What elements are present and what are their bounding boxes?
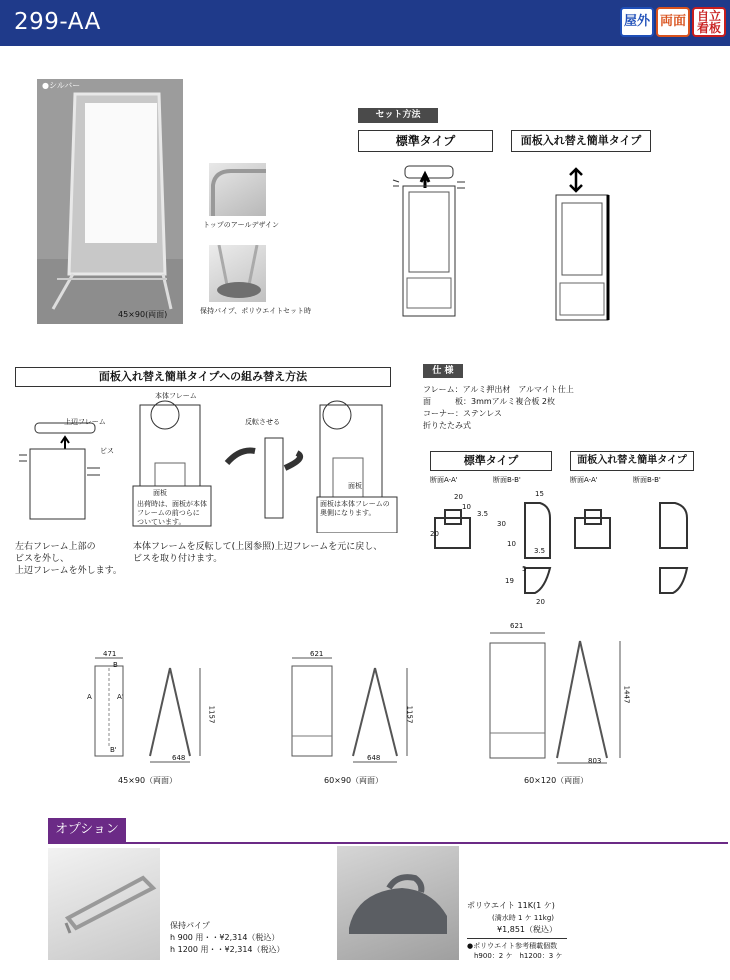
dim-b-slot: 10 xyxy=(507,540,516,548)
spec-line-frame: フレーム：アルミ押出材 アルマイト仕上 xyxy=(423,385,574,394)
convert-step1-text: 左右フレーム上部の ビスを外し、 上辺フレームを外します。 xyxy=(15,542,122,576)
dim-a-lip: 3.5 xyxy=(477,510,489,518)
weight-ref-title: ●ポリウエイト参考積載個数 xyxy=(467,942,558,950)
drawing-45x90-caption: 45×90（両面） xyxy=(118,776,178,785)
detail-photo-weight xyxy=(209,245,266,302)
pipe-price-1200: h 1200 用・・¥2,314（税込） xyxy=(170,945,285,954)
dim-b-width: 15 xyxy=(535,490,544,498)
label-top-frame: 上辺フレーム xyxy=(64,418,106,426)
setup-standard-diagram xyxy=(385,160,480,325)
weight-price: ¥1,851（税込） xyxy=(497,925,557,934)
mark-b-bottom: B' xyxy=(110,746,117,754)
dim-b-base: 20 xyxy=(536,598,545,606)
dim-a-height: 20 xyxy=(430,530,439,538)
setup-standard-header: 標準タイプ xyxy=(358,130,493,152)
dim-b-height: 30 xyxy=(497,520,506,528)
weight-name: ポリウエイト 11K(1 ケ) xyxy=(467,901,555,910)
product-code: 299-AA xyxy=(14,9,101,35)
mark-a-right: A' xyxy=(117,693,124,701)
pipe-photo xyxy=(48,848,160,960)
setup-tag: セット方法 xyxy=(358,108,438,123)
pipe-price-900: h 900 用・・¥2,314（税込） xyxy=(170,933,280,942)
note-back-side: 面板は本体フレームの 奥側になります。 xyxy=(320,500,390,517)
dim-b-foot: 19 xyxy=(505,577,514,585)
spec-line-corner: コーナー：ステンレス xyxy=(423,409,502,418)
badge-double-sided: 両面 xyxy=(656,7,690,37)
dim-60x90-width: 621 xyxy=(310,650,324,658)
badge-self-standing: 自立 看板 xyxy=(692,7,726,37)
detail-caption-weight: 保持パイプ、ポリウエイトセット時 xyxy=(200,307,312,315)
signboard-illustration xyxy=(37,79,183,324)
option-rule xyxy=(48,842,728,844)
setup-easy-diagram xyxy=(548,165,618,325)
label-panel-1: 面板 xyxy=(153,489,167,497)
drawing-60x90 xyxy=(285,648,420,768)
section-a-easy: 断面A-A' xyxy=(570,476,598,484)
mark-a-left: A xyxy=(87,693,92,701)
dim-a-inner: 10 xyxy=(462,503,471,511)
weight-ref-values: h900：2 ケ h1200：3 ケ xyxy=(474,952,563,960)
label-body-frame: 本体フレーム xyxy=(155,392,197,400)
header-rule xyxy=(0,44,730,46)
dim-45x90-height: 1157 xyxy=(207,705,216,724)
section-a-standard: 断面A-A' xyxy=(430,476,458,484)
spec-standard-header: 標準タイプ xyxy=(430,451,552,471)
note-shipping: 出荷時は、面板が本体 フレームの前つらに ついています。 xyxy=(137,500,207,526)
drawing-60x120-caption: 60×120（両面） xyxy=(524,776,589,785)
setup-easy-header: 面板入れ替え簡単タイプ xyxy=(511,130,651,152)
dim-45x90-depth: 648 xyxy=(172,754,186,762)
option-tag: オプション xyxy=(48,818,126,842)
color-tag: ●シルバー xyxy=(42,81,81,90)
drawing-60x120 xyxy=(485,623,635,771)
badge-outdoor: 屋外 xyxy=(620,7,654,37)
section-b-standard: 断面B-B' xyxy=(493,476,521,484)
pipe-name: 保持パイプ xyxy=(170,921,210,930)
drawing-45x90 xyxy=(85,648,215,768)
convert-step2-text: 本体フレームを反転して(上図参照)上辺フレームを元に戻し、 ビスを取り付けます。 xyxy=(133,542,383,564)
label-panel-2: 面板 xyxy=(348,482,362,490)
spec-easy-header: 面板入れ替え簡単タイプ xyxy=(570,451,694,471)
dim-60x90-depth: 648 xyxy=(367,754,381,762)
main-photo-caption: 45×90(両面) xyxy=(118,310,168,319)
dim-a-width: 20 xyxy=(454,493,463,501)
spec-tag: 仕 様 xyxy=(423,364,463,378)
detail-photo-top xyxy=(209,163,266,216)
spec-line-panel: 面 板：3mmアルミ複合板 2枚 xyxy=(423,397,555,406)
dim-45x90-width: 471 xyxy=(103,650,117,658)
drawing-60x90-caption: 60×90（両面） xyxy=(324,776,384,785)
weight-capacity: (満水時 1 ケ 11kg) xyxy=(492,914,554,922)
dim-b-gap: 5 xyxy=(522,565,527,573)
weight-divider xyxy=(467,938,567,939)
dim-60x120-height: 1447 xyxy=(622,685,631,704)
section-b-easy: 断面B-B' xyxy=(633,476,661,484)
dim-60x120-depth: 803 xyxy=(588,757,602,765)
mark-b-top: B xyxy=(113,661,118,669)
weight-photo xyxy=(337,846,459,960)
dim-60x90-height: 1157 xyxy=(405,705,414,724)
convert-header: 面板入れ替え簡単タイプへの組み替え方法 xyxy=(15,367,391,387)
label-screw: ビス xyxy=(100,447,114,455)
label-reverse: 反転させる xyxy=(245,418,280,426)
spec-line-folding: 折りたたみ式 xyxy=(423,421,471,430)
detail-caption-top: トップのアールデザイン xyxy=(203,221,279,229)
main-photo xyxy=(37,79,183,324)
dim-b-lip: 3.5 xyxy=(534,547,546,555)
dim-60x120-width: 621 xyxy=(510,622,524,630)
